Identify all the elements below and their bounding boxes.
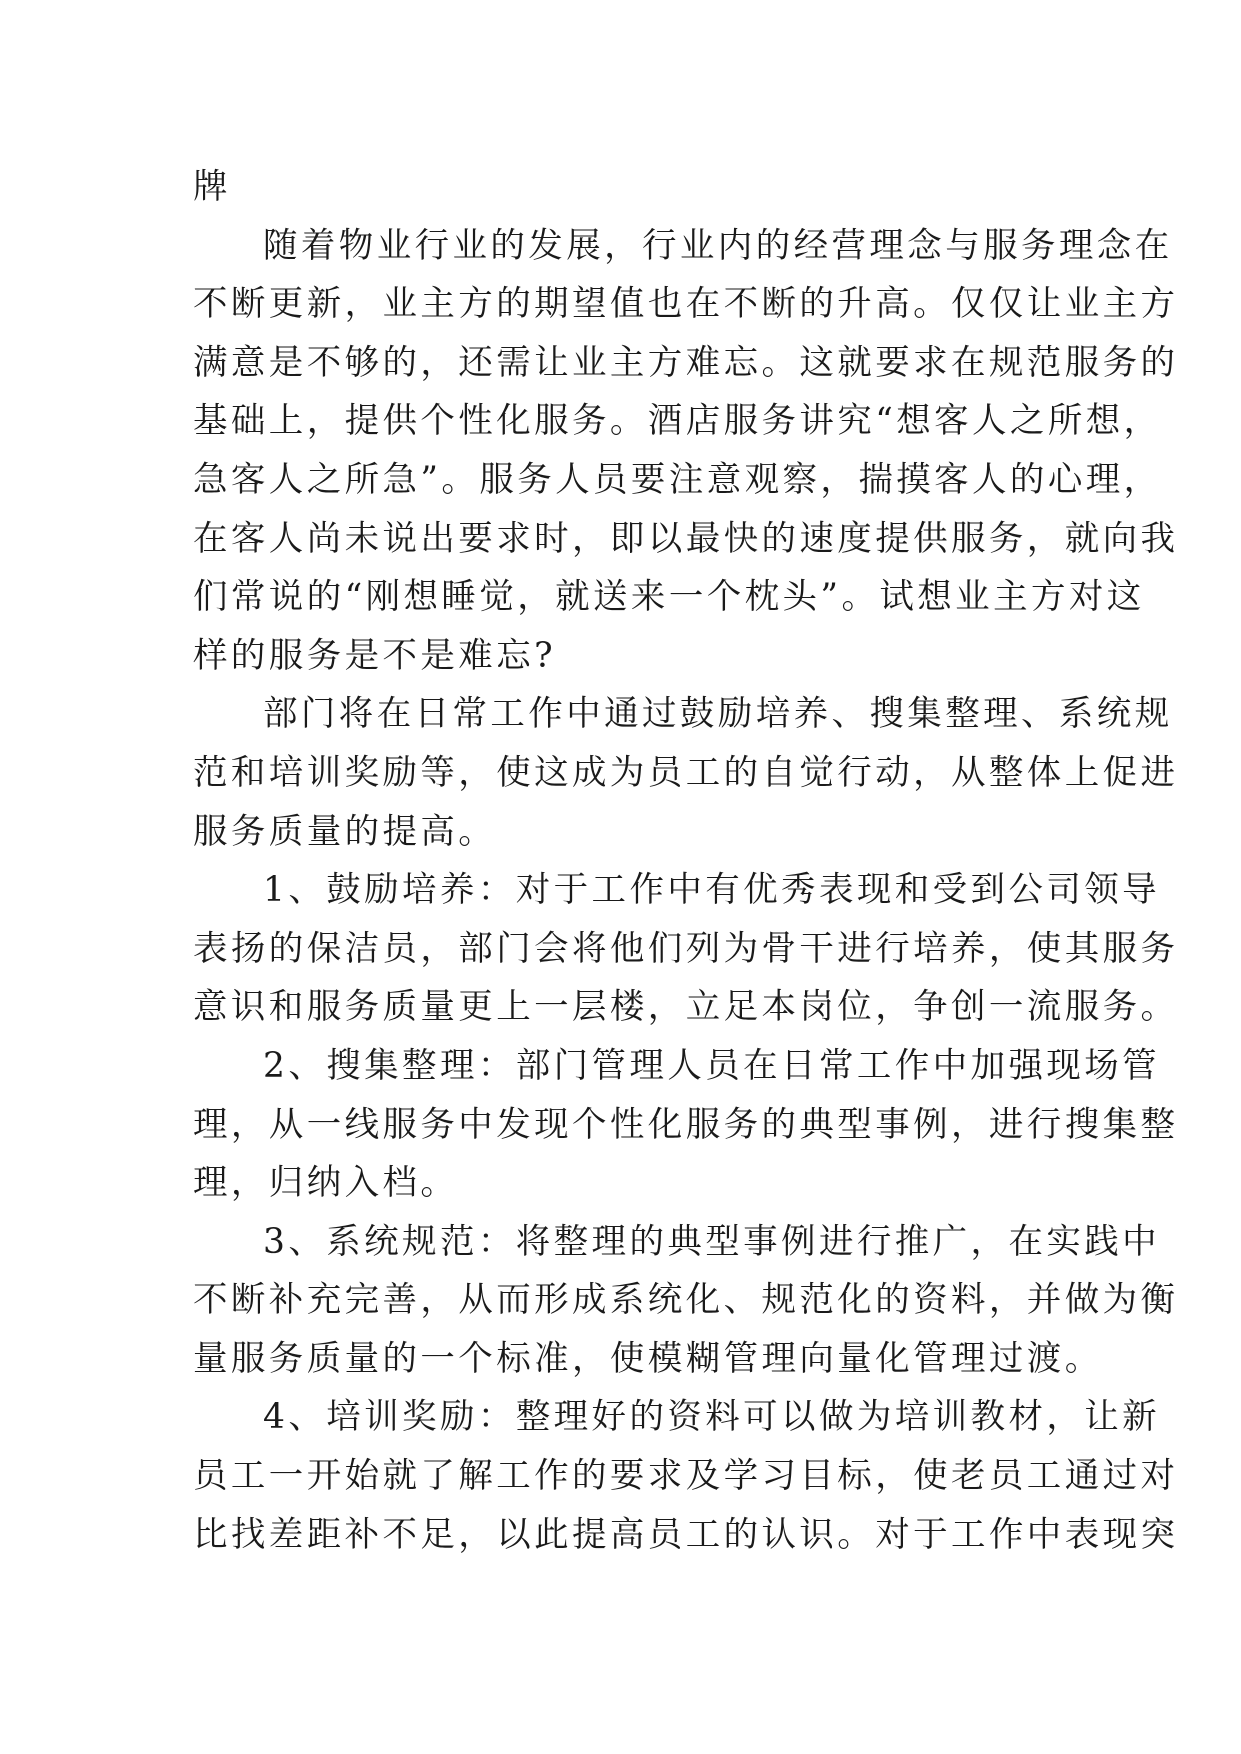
text-line: 不断更新，业主方的期望值也在不断的升高。仅仅让业主方 [193, 284, 1179, 325]
paragraph-first-line: 随着物业行业的发展，行业内的经营理念与服务理念在 [263, 225, 1173, 266]
text-line: 牌 [193, 167, 231, 207]
text-line: 比找差距补不足，以此提高员工的认识。对于工作中表现突 [193, 1514, 1179, 1555]
text-line: 量服务质量的一个标准，使模糊管理向量化管理过渡。 [193, 1338, 1103, 1379]
list-item-standardize: 3、系统规范：将整理的典型事例进行推广，在实践中 [263, 1221, 1161, 1262]
paragraph-first-line: 部门将在日常工作中通过鼓励培养、搜集整理、系统规 [263, 694, 1173, 735]
text-line: 满意是不够的，还需让业主方难忘。这就要求在规范服务的 [193, 342, 1179, 383]
text-line: 范和培训奖励等，使这成为员工的自觉行动，从整体上促进 [193, 752, 1179, 793]
text-line: 意识和服务质量更上一层楼，立足本岗位，争创一流服务。 [193, 987, 1179, 1028]
list-item-collect: 2、搜集整理：部门管理人员在日常工作中加强现场管 [263, 1045, 1161, 1086]
text-line: 不断补充完善，从而形成系统化、规范化的资料，并做为衡 [193, 1280, 1179, 1321]
text-line: 理，归纳入档。 [193, 1163, 459, 1204]
text-line: 基础上，提供个性化服务。酒店服务讲究“想客人之所想， [193, 401, 1162, 442]
text-line: 样的服务是不是难忘? [193, 635, 556, 676]
document-body [193, 158, 1179, 1564]
text-line: 急客人之所急”。服务人员要注意观察，揣摸客人的心理， [193, 459, 1162, 500]
text-line: 表扬的保洁员，部门会将他们列为骨干进行培养，使其服务 [193, 928, 1179, 969]
text-line: 们常说的“刚想睡觉，就送来一个枕头”。试想业主方对这 [193, 577, 1145, 618]
text-line: 服务质量的提高。 [193, 811, 497, 852]
list-item-encourage: 1、鼓励培养：对于工作中有优秀表现和受到公司领导 [263, 870, 1161, 911]
list-item-training: 4、培训奖励：整理好的资料可以做为培训教材，让新 [263, 1397, 1161, 1438]
text-line: 在客人尚未说出要求时，即以最快的速度提供服务，就向我 [193, 518, 1179, 559]
text-line: 员工一开始就了解工作的要求及学习目标，使老员工通过对 [193, 1456, 1179, 1497]
text-line: 理，从一线服务中发现个性化服务的典型事例，进行搜集整 [193, 1104, 1179, 1145]
